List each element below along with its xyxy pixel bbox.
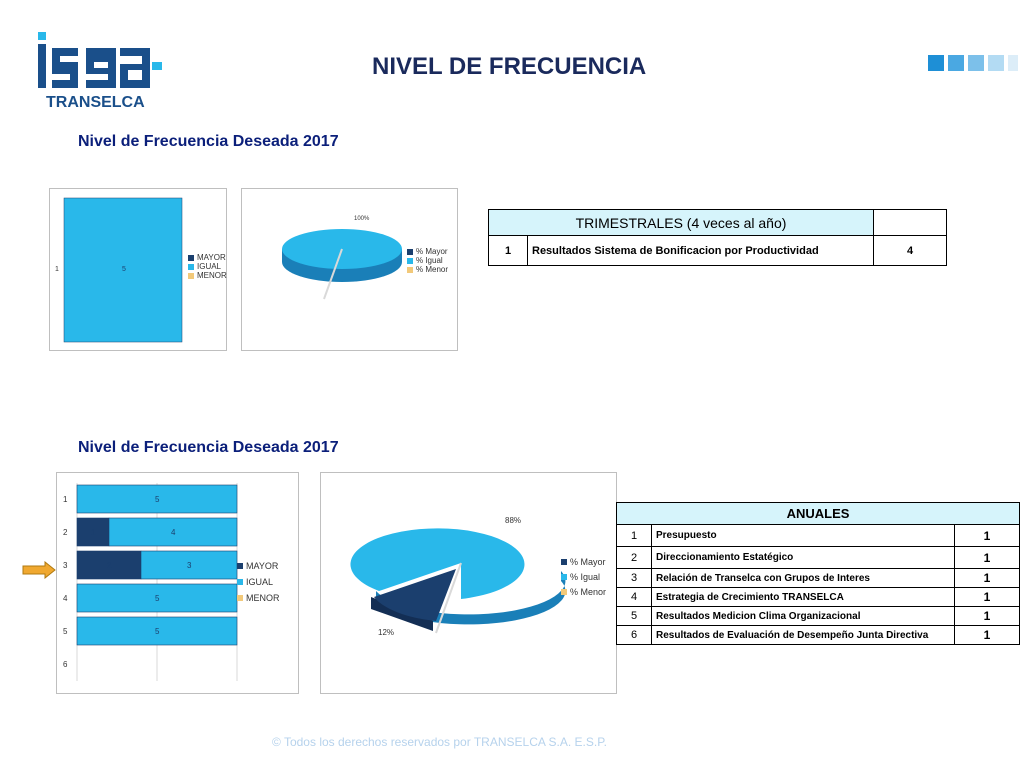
legend-item-igual bbox=[407, 256, 448, 265]
pie-data-label: 100% bbox=[354, 216, 370, 222]
row-number: 2 bbox=[617, 547, 652, 569]
pie-chart-2-legend bbox=[561, 557, 606, 597]
bar-data-label: 3 bbox=[187, 561, 192, 570]
bar-data-label: 5 bbox=[155, 594, 160, 603]
legend-item-mayor bbox=[561, 557, 606, 567]
row-number: 6 bbox=[617, 626, 652, 645]
legend-label: MAYOR bbox=[246, 561, 279, 571]
row-value: 1 bbox=[955, 626, 1020, 645]
logo-text: TRANSELCA bbox=[46, 94, 145, 111]
pie-chart-1 bbox=[241, 188, 458, 351]
legend-label: MENOR bbox=[246, 593, 280, 603]
legend-label: % Mayor bbox=[416, 247, 448, 256]
row-name: Estrategia de Crecimiento TRANSELCA bbox=[652, 588, 955, 607]
row-name: Resultados Sistema de Bonificacion por Productividad bbox=[528, 236, 874, 266]
legend-item-menor bbox=[188, 271, 227, 280]
pie-data-label: 12% bbox=[378, 628, 395, 637]
legend-label: % Igual bbox=[416, 256, 443, 265]
category-tick-label: 3 bbox=[63, 561, 68, 570]
category-tick-label: 6 bbox=[63, 660, 68, 669]
row-number: 5 bbox=[617, 607, 652, 626]
legend-label: % Mayor bbox=[570, 557, 606, 567]
table-row bbox=[617, 547, 1020, 569]
footer-copyright: © Todos los derechos reservados por TRANSELCA S.A. E.S.P. bbox=[272, 735, 608, 749]
page-title: NIVEL DE FRECUENCIA bbox=[372, 53, 647, 80]
legend-item-menor bbox=[561, 587, 606, 597]
trimestrales-table bbox=[488, 209, 947, 266]
category-label: 1 bbox=[55, 266, 59, 273]
pie-chart-2 bbox=[320, 472, 617, 694]
arrow-right-icon bbox=[22, 561, 56, 579]
table-row bbox=[617, 569, 1020, 588]
legend-item-igual bbox=[237, 577, 280, 587]
row-value: 4 bbox=[874, 236, 947, 266]
legend-label: % Menor bbox=[416, 265, 449, 274]
legend-item-igual bbox=[561, 572, 606, 582]
legend-item-menor bbox=[237, 593, 280, 603]
table-row bbox=[617, 626, 1020, 645]
category-tick-label: 1 bbox=[63, 495, 68, 504]
row-number: 3 bbox=[617, 569, 652, 588]
bar-chart-1-legend bbox=[188, 253, 227, 280]
company-logo bbox=[36, 30, 166, 115]
anuales-table bbox=[616, 502, 1020, 645]
row-value: 1 bbox=[955, 569, 1020, 588]
section2-subtitle: Nivel de Frecuencia Deseada 2017 bbox=[78, 439, 339, 456]
row-value: 1 bbox=[955, 547, 1020, 569]
category-tick-label: 2 bbox=[63, 528, 68, 537]
row-number: 1 bbox=[489, 236, 528, 266]
legend-item-menor bbox=[407, 265, 448, 274]
row-value: 1 bbox=[955, 525, 1020, 547]
section1-subtitle: Nivel de Frecuencia Deseada 2017 bbox=[78, 133, 339, 150]
bar-data-label: 5 bbox=[155, 495, 160, 504]
legend-item-mayor bbox=[407, 247, 448, 256]
row-name: Resultados Medicion Clima Organizacional bbox=[652, 607, 955, 626]
row-number: 4 bbox=[617, 588, 652, 607]
legend-label: MENOR bbox=[197, 271, 227, 280]
legend-label: % Menor bbox=[570, 587, 607, 597]
legend-label: IGUAL bbox=[246, 577, 274, 587]
row-number: 1 bbox=[617, 525, 652, 547]
bar-data-label: 1 bbox=[91, 528, 96, 537]
row-value: 1 bbox=[955, 588, 1020, 607]
pie-data-label: 88% bbox=[505, 516, 522, 525]
category-tick-label: 5 bbox=[63, 627, 68, 636]
legend-item-igual bbox=[188, 262, 227, 271]
table-row bbox=[617, 588, 1020, 607]
legend-label: MAYOR bbox=[197, 253, 226, 262]
row-name: Direccionamiento Estatégico bbox=[652, 547, 955, 569]
bar-data-label: 4 bbox=[171, 528, 176, 537]
isa-logo-icon bbox=[36, 30, 166, 90]
table-row bbox=[489, 236, 947, 266]
row-name: Resultados de Evaluación de Desempeño Junta Directiva bbox=[652, 626, 955, 645]
bar-value-label: 5 bbox=[122, 266, 126, 273]
pie-chart-1-legend bbox=[407, 247, 448, 274]
bar-chart-2-legend bbox=[237, 561, 280, 603]
decorative-squares bbox=[928, 55, 1018, 71]
legend-item-mayor bbox=[237, 561, 280, 571]
bar-chart-1 bbox=[49, 188, 227, 351]
bar-data-label: 2 bbox=[107, 561, 112, 570]
row-value: 1 bbox=[955, 607, 1020, 626]
category-tick-label: 4 bbox=[63, 594, 68, 603]
bar-data-label: 5 bbox=[155, 627, 160, 636]
row-name: Relación de Transelca con Grupos de Interes bbox=[652, 569, 955, 588]
trimestrales-header: TRIMESTRALES (4 veces al año) bbox=[489, 210, 874, 236]
bar-chart-2 bbox=[56, 472, 299, 694]
table-row bbox=[617, 525, 1020, 547]
table-row bbox=[617, 607, 1020, 626]
row-name: Presupuesto bbox=[652, 525, 955, 547]
anuales-header: ANUALES bbox=[617, 503, 1020, 525]
legend-label: IGUAL bbox=[197, 262, 222, 271]
legend-item-mayor bbox=[188, 253, 227, 262]
legend-label: % Igual bbox=[570, 572, 601, 582]
